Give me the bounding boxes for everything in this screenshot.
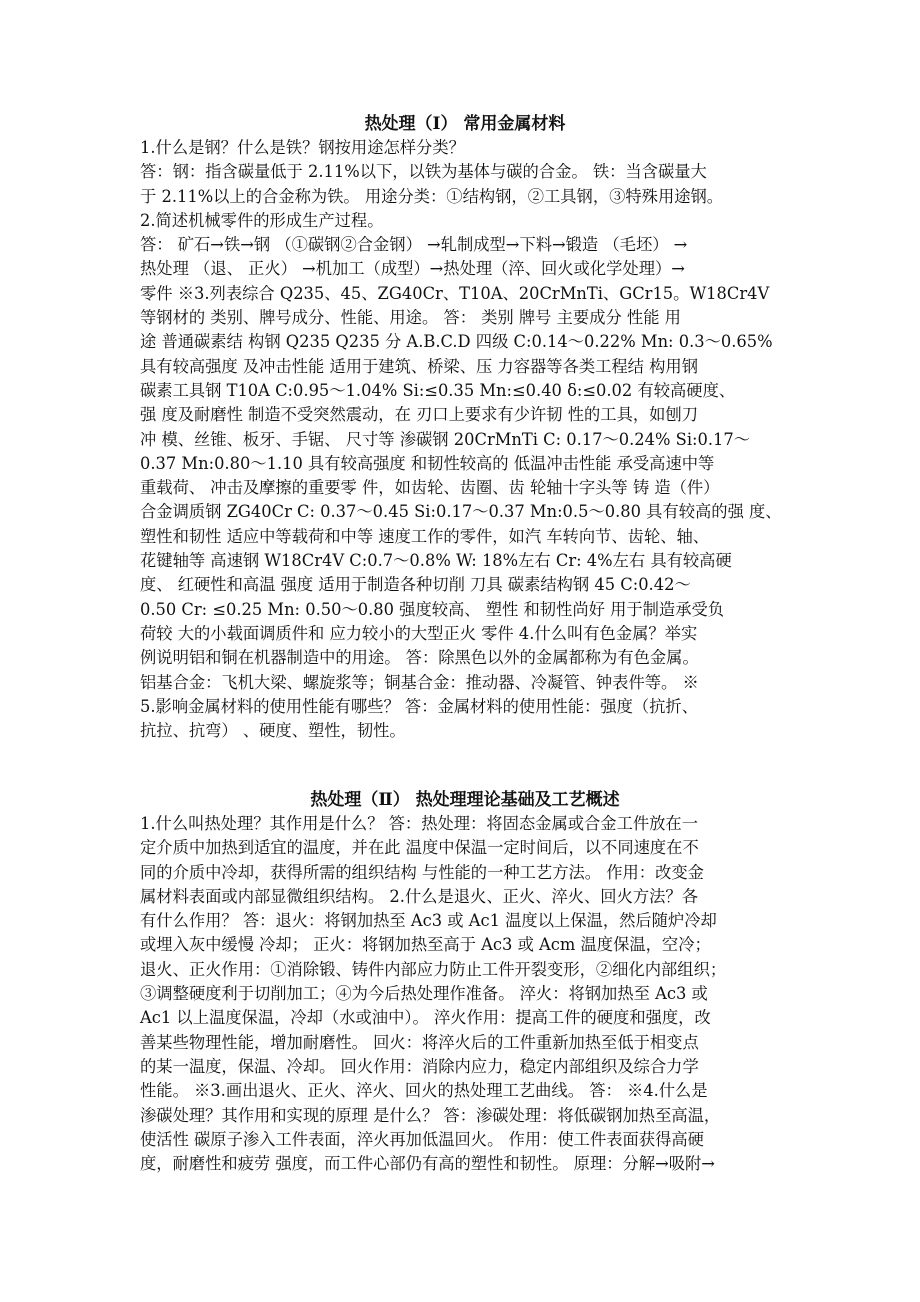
text-line: 途 普通碳素结 构钢 Q235 Q235 分 A.B.C.D 四级 C:0.14～0.22% Mn: 0.3～0.65% (140, 332, 773, 352)
text-line: 答： 矿石→铁→钢 （①碳钢②合金钢） →轧制成型→下料→锻造 （毛坯） → (140, 235, 688, 255)
text-line: 善某些物理性能，增加耐磨性。 回火：将淬火后的工件重新加热至低于相变点 (140, 1032, 699, 1052)
text-line: 同的介质中冷却，获得所需的组织结构 与性能的一种工艺方法。 作用：改变金 (140, 862, 704, 882)
section-1-title: 热处理（Ⅰ） 常用金属材料 (364, 114, 566, 134)
section-2-body (140, 812, 792, 1176)
text-line: 定介质中加热到适宜的温度，并在此 温度中保温一定时间后，以不同速度在不 (140, 838, 699, 858)
text-line: 属材料表面或内部显微组织结构。 2.什么是退火、正火、淬火、回火方法？各 (140, 886, 698, 906)
text-line: 使活性 碳原子渗入工件表面，淬火再加低温回火。 作用：使工件表面获得高硬 (140, 1129, 704, 1149)
text-line: 零件 ※3.列表综合 Q235、45、ZG40Cr、T10A、20CrMnTi、GCr15。W18Cr4V (140, 283, 770, 303)
text-line: 的某一温度，保温、冷却。 回火作用：消除内应力，稳定内部组织及综合力学 (140, 1056, 699, 1076)
text-line: 2.简述机械零件的形成生产过程。 (140, 210, 384, 230)
text-line: 具有较高强度 及冲击性能 适用于建筑、桥梁、压 力容器等各类工程结 构用钢 (140, 356, 698, 376)
text-line: ③调整硬度利于切削加工；④为今后热处理作准备。 淬火：将钢加热至 Ac3 或 (140, 984, 708, 1004)
text-line: 5.影响金属材料的使用性能有哪些？ 答：金属材料的使用性能：强度（抗折、 (140, 696, 698, 716)
text-line: 答：钢：指含碳量低于 2.11%以下，以铁为基体与碳的合金。 铁：当含碳量大 (140, 162, 707, 182)
text-line: 性能。 ※3.画出退火、正火、淬火、回火的热处理工艺曲线。 答： ※4.什么是 (140, 1081, 708, 1101)
text-line: Ac1 以上温度保温，冷却（水或油中）。 淬火作用：提高工件的硬度和强度，改 (140, 1008, 711, 1028)
text-line: 冲 模、丝锥、板牙、手锯、 尺寸等 渗碳钢 20CrMnTi C: 0.17～0.24% Si:0.17～ (140, 429, 751, 449)
text-line: 或埋入灰中缓慢 冷却； 正火：将钢加热至高于 Ac3 或 Acm 温度保温，空冷； (140, 935, 711, 955)
section-1-body (140, 136, 792, 743)
text-line: 重载荷、 冲击及摩擦的重要零 件，如齿轮、齿圈、齿 轮轴十字头等 铸 造（件） (140, 478, 720, 498)
text-line: 于 2.11%以上的合金称为铁。 用途分类：①结构钢，②工具钢，③特殊用途钢。 (140, 186, 724, 206)
text-line: 荷较 大的小载面调质件和 应力较小的大型正火 零件 4.什么叫有色金属？举实 (140, 623, 698, 643)
text-line: 度、 红硬性和高温 强度 适用于制造各种切削 刀具 碳素结构钢 45 C:0.42～ (140, 575, 691, 595)
text-line: 抗拉、抗弯） 、硬度、塑性，韧性。 (140, 721, 406, 741)
text-line: 强 度及耐磨性 制造不受突然震动，在 刃口上要求有少许韧 性的工具，如刨刀 (140, 405, 698, 425)
text-line: 热处理 （退、 正火） →机加工（成型）→热处理（淬、回火或化学处理）→ (140, 259, 685, 279)
text-line: 塑性和韧性 适应中等载荷和中等 速度工作的零件，如汽 车转向节、齿轮、轴、 (140, 526, 710, 546)
text-line: 等钢材的 类别、牌号成分、性能、用途。 答： 类别 牌号 主要成分 性能 用 (140, 308, 681, 328)
text-line: 合金调质钢 ZG40Cr C: 0.37～0.45 Si:0.17～0.37 Mn:0.5～0.80 具有较高的强 度、 (140, 502, 782, 522)
text-line: 1.什么是钢？什么是铁？钢按用途怎样分类？ (140, 138, 465, 157)
text-line: 花键轴等 高速钢 W18Cr4V C:0.7～0.8% W: 18%左右 Cr: 4%左右 具有较高硬 (140, 551, 732, 571)
text-line: 有什么作用？ 答：退火：将钢加热至 Ac3 或 Ac1 温度以上保温，然后随炉冷却 (140, 911, 717, 931)
text-line: 度，耐磨性和疲劳 强度，而工件心部仍有高的塑性和韧性。 原理：分解→吸附→ (140, 1154, 715, 1174)
section-2-title: 热处理（Ⅱ） 热处理理论基础及工艺概述 (310, 790, 620, 810)
text-line: 渗碳处理？其作用和实现的原理 是什么？ 答：渗碳处理：将低碳钢加热至高温， (140, 1105, 721, 1125)
text-line: 0.37 Mn:0.80～1.10 具有较高强度 和韧性较高的 低温冲击性能 承受高速中等 (140, 453, 715, 473)
text-line: 碳素工具钢 T10A C:0.95～1.04% Si:≤0.35 Mn:≤0.40 δ:≤0.02 有较高硬度、 (140, 380, 736, 400)
text-line: 1.什么叫热处理？其作用是什么？ 答：热处理：将固态金属或合金工件放在一 (140, 814, 698, 833)
text-line: 例说明铝和铜在机器制造中的用途。 答：除黑色以外的金属都称为有色金属。 (140, 648, 699, 668)
text-line: 铝基合金：飞机大梁、螺旋浆等；铜基合金：推动器、冷凝管、钟表件等。 ※ (140, 672, 699, 692)
text-line: 0.50 Cr: ≤0.25 Mn: 0.50～0.80 强度较高、 塑性 和韧性尚好 用于制造承受负 (140, 599, 725, 619)
text-line: 退火、正火作用：①消除锻、铸件内部应力防止工件开裂变形，②细化内部组织； (140, 959, 727, 979)
